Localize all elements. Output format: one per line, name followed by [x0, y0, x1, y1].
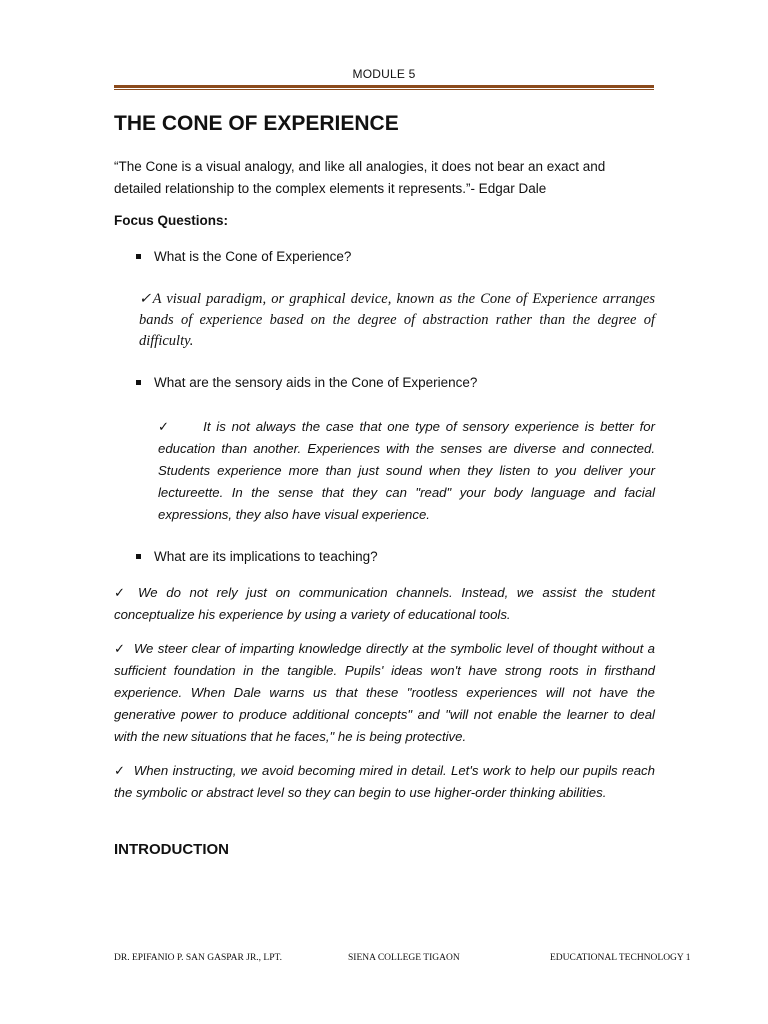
footer-school: SIENA COLLEGE TIGAON	[348, 953, 460, 963]
question-2-text: What are the sensory aids in the Cone of Experience?	[154, 375, 478, 390]
check-icon: ✓	[114, 585, 131, 600]
implication-2-text: We steer clear of imparting knowledge directly at the symbolic level of thought without a sufficient foundation in the tangible. Pupils' ideas won't have strong roots in firsthand experience. When Dale warns us that these "rootless experiences will not have the generative power to produce additional concepts" and "will not enable the learner to deal with the new situations that he faces," he is being protective.	[114, 641, 655, 744]
introduction-heading: INTRODUCTION	[114, 841, 229, 858]
square-bullet-icon	[136, 254, 141, 259]
question-1	[136, 249, 351, 264]
question-2	[136, 375, 477, 390]
square-bullet-icon	[136, 380, 141, 385]
check-icon: ✓	[114, 763, 126, 778]
check-icon: ✓	[139, 291, 153, 307]
answer-2	[158, 416, 655, 526]
footer-author: DR. EPIFANIO P. SAN GASPAR JR., LPT.	[114, 953, 282, 963]
focus-questions-heading: Focus Questions:	[114, 213, 229, 228]
implication-2	[114, 638, 655, 748]
page-title: THE CONE OF EXPERIENCE	[114, 112, 399, 135]
answer-1	[139, 289, 655, 352]
check-icon: ✓	[158, 419, 172, 434]
answer-2-text: It is not always the case that one type of sensory experience is better for education than another. Experiences with the senses are diverse and connected. Students experience more than just sound when they listen to you deliver your lectureette. In the sense that they can "read" your body language and facial expressions, they also have visual experience.	[158, 419, 655, 522]
implication-3	[114, 760, 655, 804]
implication-1	[114, 582, 655, 626]
implication-1-text: We do not rely just on communication channels. Instead, we assist the student conceptualize his experience by using a variety of educational tools.	[114, 585, 656, 622]
square-bullet-icon	[136, 554, 141, 559]
footer-course: EDUCATIONAL TECHNOLOGY 1	[550, 953, 691, 963]
implication-3-text: When instructing, we avoid becoming mired in detail. Let's work to help our pupils reach the symbolic or abstract level so they can begin to use higher-order thinking abilities.	[114, 763, 655, 800]
question-3	[136, 549, 378, 564]
check-icon: ✓	[114, 641, 126, 656]
question-3-text: What are its implications to teaching?	[154, 549, 378, 564]
page-header: MODULE 5	[352, 67, 416, 81]
header-rule-thin	[114, 89, 654, 90]
question-1-text: What is the Cone of Experience?	[154, 249, 352, 264]
answer-1-text: A visual paradigm, or graphical device, known as the Cone of Experience arranges bands of experience based on the degree of abstraction rather than the degree of difficulty.	[139, 291, 655, 349]
edgar-dale-quote: “The Cone is a visual analogy, and like all analogies, it does not bear an exact and detailed relationship to the complex elements it represents.”- Edgar Dale	[114, 159, 606, 196]
header-rule-thick	[114, 85, 654, 88]
